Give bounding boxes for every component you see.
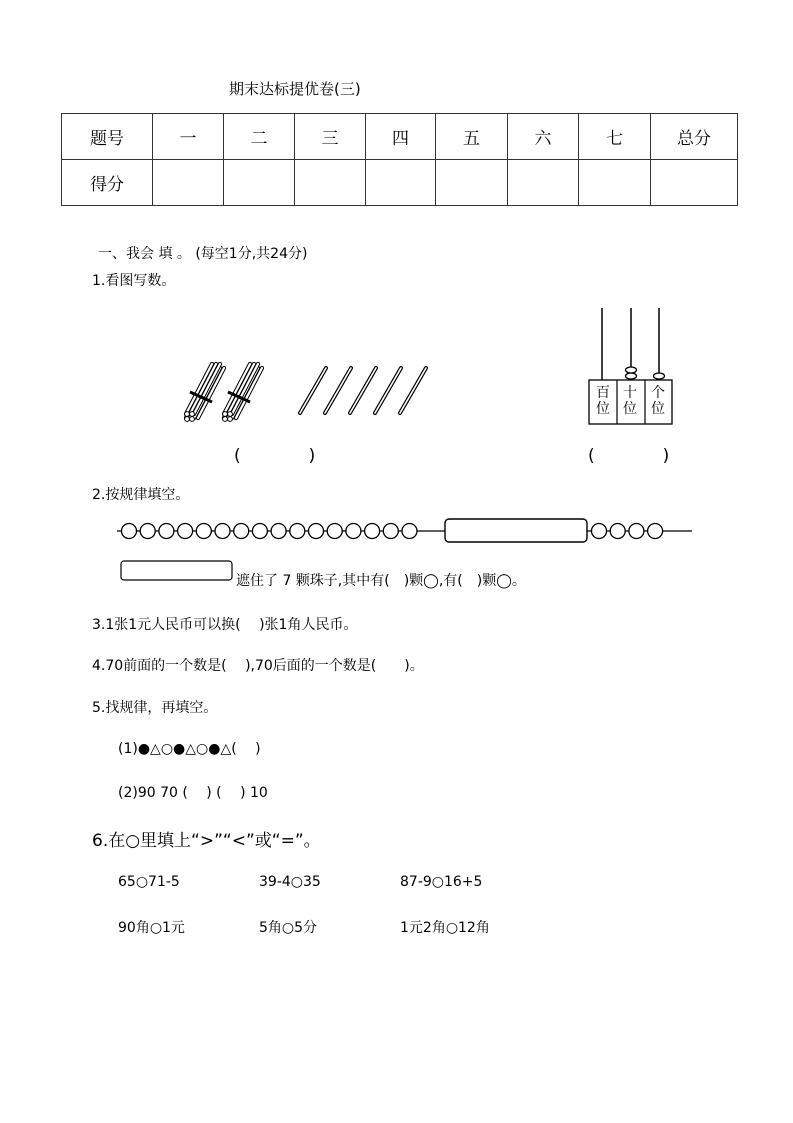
abacus-label-text: 百位 [596,385,610,417]
single-stick-highlight [375,368,401,413]
bead [122,524,137,539]
score-header-cell: 三 [295,114,366,160]
bead [383,524,398,539]
bead [196,524,211,539]
question-2-fill-text: 遮住了 7 颗珠子,其中有( )颗◯,有( )颗◯。 [236,573,526,589]
score-header-cell: 四 [366,114,436,160]
bead [252,524,267,539]
bead [309,524,324,539]
bundle-stick-end [223,417,228,422]
hidden-beads-cover [445,519,587,542]
question-5-part-2: (2)90 70 ( ) ( ) 10 [118,785,268,801]
score-header-cell: 二 [224,114,295,160]
question-3-text: 3.1张1元人民币可以换( )张1角人民币。 [92,617,358,633]
question-5-part-1: (1)●△○●△○●△( ) [118,741,261,757]
abacus-bead [626,367,637,373]
score-header-cell: 题号 [62,114,153,160]
score-header-cell: 七 [579,114,651,160]
stick-bundles-figure [185,364,262,421]
bundle-stick-end [190,412,195,417]
bead [327,524,342,539]
score-header-cell: 总分 [651,114,738,160]
compare-item: 1元2角○12角 [400,920,490,936]
bead [346,524,361,539]
question-4-text: 4.70前面的一个数是( ),70后面的一个数是( )。 [92,658,424,674]
abacus-label-text: 十位 [623,385,637,417]
stick-bundle [185,364,224,421]
single-stick-highlight [350,368,376,413]
bead [140,524,155,539]
score-header-cell: 五 [436,114,508,160]
bead [629,524,644,539]
question-5-text: 5.找规律，再填空。 [92,700,218,716]
bundle-stick-end [185,417,190,422]
question-6-text: 6.在○里填上“>”“<”或“=”。 [92,831,321,851]
abacus-bead [654,373,665,379]
bead [290,524,305,539]
abacus-label-hundreds [590,385,616,417]
bead [234,524,249,539]
stick-bundle [223,364,262,421]
question-1-text: 1.看图写数。 [92,273,176,289]
score-header-cell: 六 [508,114,579,160]
compare-item: 39-4○35 [259,874,321,890]
abacus-label-ones [645,385,671,417]
compare-item: 5角○5分 [259,920,318,936]
bead [610,524,625,539]
single-stick-highlight [300,368,326,413]
single-sticks-figure [300,368,426,413]
question-2-text: 2.按规律填空。 [92,487,190,503]
bundle-stick-end [190,417,195,422]
page-title: 期末达标提优卷(三) [229,80,361,98]
single-stick-highlight [325,368,351,413]
bead [178,524,193,539]
abacus-label-text: 个位 [651,385,665,417]
compare-item: 65○71-5 [118,874,180,890]
bead [365,524,380,539]
abacus-bead [626,373,637,379]
bead [402,524,417,539]
bundle-stick-end [185,412,190,417]
abacus-label-tens [617,385,643,417]
bead [592,524,607,539]
bead [159,524,174,539]
bundle-stick-end [228,417,233,422]
hidden-cover-legend-box [121,561,232,580]
answer-paren-sticks[interactable]: ( ) [234,446,316,466]
score-header-cell: 一 [153,114,224,160]
bundle-stick-end [228,412,233,417]
bead [648,524,663,539]
compare-item: 90角○1元 [118,920,185,936]
answer-paren-abacus[interactable]: ( ) [588,446,670,466]
compare-item: 87-9○16+5 [400,874,483,890]
single-stick-highlight [400,368,426,413]
bundle-stick-end [223,412,228,417]
bead [215,524,230,539]
score-row-label: 得分 [62,160,153,206]
section1-heading: 一、我会 填 。 (每空1分,共24分) [98,246,308,262]
bead [271,524,286,539]
bead-string-figure [117,519,692,542]
